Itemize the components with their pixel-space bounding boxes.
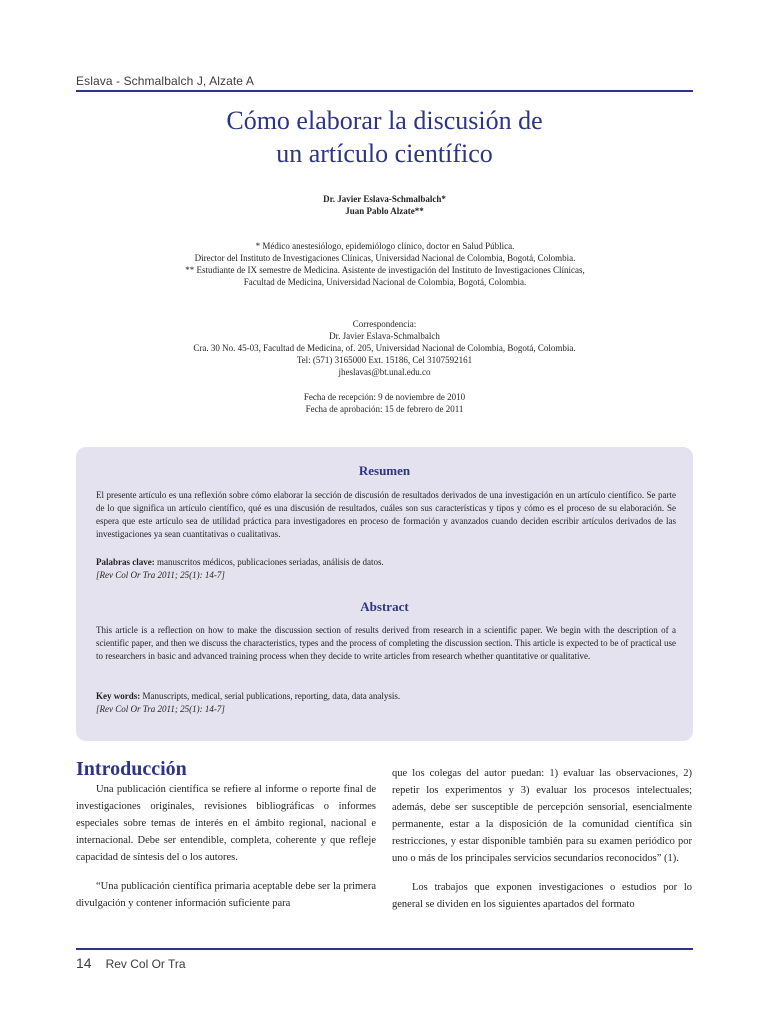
intro-paragraph-2: “Una publicación científica primaria aceptable debe ser la primera divulgación y contener información suficiente para xyxy=(76,881,376,909)
author-2: Juan Pablo Alzate** xyxy=(345,206,424,216)
resumen-text: El presente artículo es una reflexión sobre cómo elaborar la sección de discusión de resultados derivados de una investigación en un artículo científico. Se parte de lo que significa un artículo científico, qué es una discusión de resultados, cuáles son sus características y tipos y cómo es el proceso de su elaboración. Se espera que este artículo sea de utilidad práctica para investigadores en proceso de formación y avanzados cuando deciden escribir artículos derivados de las investigaciones ya sean cuantitativas o cualitativas. xyxy=(96,490,676,539)
keywords-label: Key words: xyxy=(96,691,141,701)
approved-date: Fecha de aprobación: 15 de febrero de 2011 xyxy=(305,404,464,414)
intro-paragraph-3: que los colegas del autor puedan: 1) evaluar las observaciones, 2) repetir los experimentos y 3) evaluar los procesos intelectuales; además, debe ser susceptible de percepción sensorial, esencialmente permanente, estar a la disposición de la comunidad científica sin restricciones, y estar disponible también para su examen periódico por uno o más de los principales servicios secundarios reconocidos” (1). xyxy=(392,768,692,864)
abstract-box xyxy=(76,447,693,741)
keywords-label: Palabras clave: xyxy=(96,557,155,567)
intro-paragraph-4: Los trabajos que exponen investigaciones o estudios por lo general se dividen en los siguientes apartados del formato xyxy=(392,882,692,910)
article-title xyxy=(76,104,693,170)
left-column xyxy=(76,781,376,912)
abstract-heading: Abstract xyxy=(360,599,409,614)
resumen-heading: Resumen xyxy=(358,463,411,478)
correspondence-email: jheslavas@bt.unal.edu.co xyxy=(338,367,431,377)
correspondence-line: Tel: (571) 3165000 Ext. 15186, Cel 3107592161 xyxy=(296,355,473,365)
journal-name: Rev Col Or Tra xyxy=(105,957,186,971)
section-heading-introduccion: Introducción xyxy=(76,758,187,780)
affiliation-line: * Médico anestesiólogo, epidemiólogo clínico, doctor en Salud Pública. xyxy=(255,241,515,251)
page-number: 14 xyxy=(76,955,92,971)
bottom-rule xyxy=(76,948,693,950)
affiliation-line: ** Estudiante de IX semestre de Medicina. Asistente de investigación del Instituto de Investigaciones Clínicas, xyxy=(185,265,585,275)
right-column xyxy=(392,765,692,913)
title-line-1: Cómo elaborar la discusión de xyxy=(226,106,543,135)
correspondence-line: Correspondencia: xyxy=(352,319,417,329)
authors xyxy=(76,193,693,217)
affiliation-line: Director del Instituto de Investigaciones Clínicas, Universidad Nacional de Colombia, Bogotá, Colombia. xyxy=(194,253,576,263)
abstract-citation: [Rev Col Or Tra 2011; 25(1): 14-7] xyxy=(96,704,225,714)
received-date: Fecha de recepción: 9 de noviembre de 2010 xyxy=(303,392,466,402)
running-head: Eslava - Schmalbalch J, Alzate A xyxy=(76,74,254,88)
intro-paragraph-1: Una publicación científica se refiere al informe o reporte final de investigaciones originales, revisiones bibliográficas o informes especiales sobre temas de interés en el ámbito regional, nacional e internacional. Debe ser entendible, completa, coherente y que refleje capacidad de síntesis del o los autores. xyxy=(76,784,376,863)
resumen-citation: [Rev Col Or Tra 2011; 25(1): 14-7] xyxy=(96,570,225,580)
affiliations xyxy=(150,240,620,288)
correspondence-line: Dr. Javier Eslava-Schmalbalch xyxy=(329,331,440,341)
top-rule xyxy=(76,90,693,92)
resumen-keywords xyxy=(96,556,676,582)
keywords-values: manuscritos médicos, publicaciones seriadas, análisis de datos. xyxy=(154,557,384,567)
correspondence xyxy=(76,318,693,378)
abstract-keywords xyxy=(96,690,676,716)
author-1: Dr. Javier Eslava-Schmalbalch* xyxy=(323,194,446,204)
correspondence-line: Cra. 30 No. 45-03, Facultad de Medicina, of. 205, Universidad Nacional de Colombia, Bogotá, Colombia. xyxy=(193,343,576,353)
affiliation-line: Facultad de Medicina, Universidad Nacional de Colombia, Bogotá, Colombia. xyxy=(243,277,527,287)
abstract-text: This article is a reflection on how to make the discussion section of results derived from research in a scientific paper. We begin with the description of a scientific paper, and then we discuss the characteristics, types and the process of completing the discussion section. This article is expected to be of practical use to researchers in basic and advanced training process when they decide to write articles from research whether quantitative or qualitative. xyxy=(96,625,676,661)
footer xyxy=(76,955,186,971)
title-line-2: un artículo científico xyxy=(276,139,493,168)
keywords-values: Manuscripts, medical, serial publications, reporting, data, data analysis. xyxy=(140,691,401,701)
dates xyxy=(76,391,693,415)
